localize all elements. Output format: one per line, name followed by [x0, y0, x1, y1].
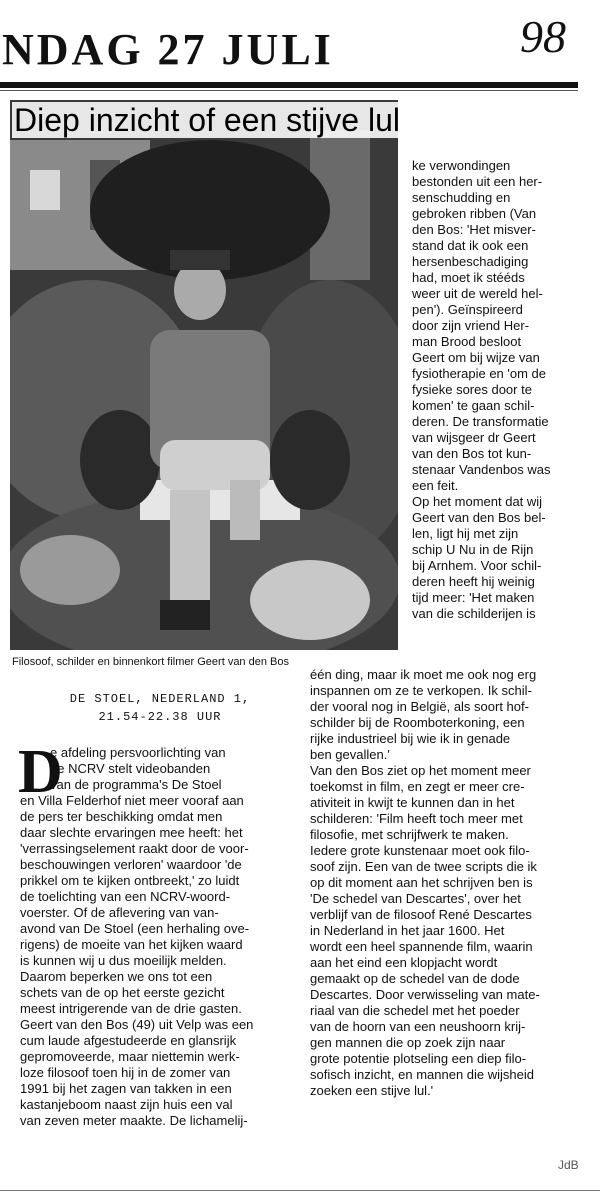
text-line: daar slechte ervaringen mee heeft: het [20, 825, 243, 840]
right-column-bottom [310, 667, 540, 1099]
text-line: den Bos: 'Het misver- [412, 222, 536, 237]
text-line: ke verwondingen [412, 158, 511, 173]
text-line: van den Bos tot kun- [412, 446, 532, 461]
drop-cap: D [18, 738, 63, 806]
text-line: der vooral nog in België, als soort hof- [310, 699, 529, 714]
text-line: Descartes. Door verwisseling van mate- [310, 987, 540, 1002]
text-line: hersenbeschadiging [412, 254, 529, 269]
text-line: Geert om bij wijze van [412, 350, 540, 365]
text-line: de pers ter beschikking omdat men [20, 809, 223, 824]
text-line: komen' te gaan schil- [412, 398, 535, 413]
text-line: cum laude afgestudeerde en glansrijk [20, 1033, 237, 1048]
text-line: bestonden uit een her- [412, 174, 543, 189]
text-line: fysiotherapie en 'om de [412, 366, 547, 381]
handwritten-page-number: 98 [520, 11, 566, 62]
text-line: aan het eind een klopjacht wordt [310, 955, 498, 970]
text-line: senschudding en [412, 190, 511, 205]
text-line: schilderen: 'Film heeft toch meer met [310, 811, 523, 826]
text-line: van zeven meter maakte. De lichamelij- [20, 1113, 248, 1128]
text-line: zoeken een stijve lul.' [310, 1083, 434, 1098]
text-line: weer uit de wereld hel- [412, 286, 543, 301]
text-line: filosofie, met schrijfwerk te maken. [310, 827, 509, 842]
text-line: Geert van den Bos (49) uit Velp was een [20, 1017, 254, 1032]
text-line: ben gevallen.' [310, 747, 390, 762]
text-line: gepromoveerde, maar niettemin werk- [20, 1049, 240, 1064]
text-line: Op het moment dat wij [412, 494, 543, 509]
text-line: riaal van die schedel met het poeder [310, 1003, 520, 1018]
text-line: 'verrassingselement raakt door de voor- [20, 841, 249, 856]
text-line: Iedere grote kunstenaar moet ook filo- [310, 843, 530, 858]
text-line: tijd meer: 'Het maken [412, 590, 535, 605]
broadcast-info [30, 690, 290, 726]
text-line: van de programma's De Stoel [50, 777, 222, 792]
broadcast-time: 21.54-22.38 UUR [98, 710, 222, 724]
bottom-rule [0, 1190, 600, 1191]
text-line: e afdeling persvoorlichting van [50, 745, 226, 760]
text-line: pen'). Geïnspireerd [412, 302, 523, 317]
text-line: grote potentie plotseling een diep filo- [310, 1051, 527, 1066]
text-line: een feit. [412, 478, 459, 493]
text-line: avond van De Stoel (een herhaling ove- [20, 921, 250, 936]
masthead-date: NDAG 27 JULI [2, 25, 334, 74]
text-line: door zijn vriend Her- [412, 318, 530, 333]
text-line: van wijsgeer dr Geert [412, 430, 536, 445]
header-rule-thin [0, 90, 578, 91]
text-line: bij Arnhem. Voor schil- [412, 558, 542, 573]
text-line: de toelichting van een NCRV-woord- [20, 889, 231, 904]
author-initials: JdB [558, 1158, 579, 1172]
text-line: meest intrigerende van de drie gasten. [20, 1001, 242, 1016]
text-line: in Nederland in het jaar 1600. Het [310, 923, 505, 938]
text-line: soof zijn. Een van de twee scripts die ik [310, 859, 537, 874]
text-line: had, moet ik stééds [412, 270, 525, 285]
text-line: 1991 bij het zagen van takken in een [20, 1081, 232, 1096]
text-line: deren. De transformatie [412, 414, 549, 429]
text-line: beschouwingen verloren' waardoor 'de [20, 857, 242, 872]
text-line: Geert van den Bos bel- [412, 510, 546, 525]
text-line: rijke industrieel bij wie ik in genade [310, 731, 511, 746]
text-line: is kunnen wij u dus moeilijk melden. [20, 953, 227, 968]
photo-illustration [10, 100, 398, 650]
text-line: Van den Bos ziet op het moment meer [310, 763, 531, 778]
text-line: schilder bij de Roomboterkoning, een [310, 715, 525, 730]
text-line: één ding, maar ik moet me ook nog erg [310, 667, 537, 682]
header-rule [0, 82, 578, 88]
text-line: toekomst in film, en zegt er meer cre- [310, 779, 525, 794]
text-line: van de hoorn van een neushoorn krij- [310, 1019, 526, 1034]
text-line: wordt een heel spannende film, waarin [310, 939, 533, 954]
text-line: gebroken ribben (Van [412, 206, 537, 221]
text-line: loze filosoof toen hij in de zomer van [20, 1065, 231, 1080]
text-line: schets van de op het eerste gezicht [20, 985, 225, 1000]
broadcast-channel: DE STOEL, NEDERLAND 1, [69, 692, 251, 706]
text-line: van die schilderijen is [412, 606, 536, 621]
text-line: man Brood besloot [412, 334, 522, 349]
text-line: gemaakt op de schedel van de dode [310, 971, 520, 986]
text-line: len, ligt hij met zijn [412, 526, 519, 541]
text-line: op dit moment aan het schrijven ben is [310, 875, 533, 890]
text-line: sofisch inzicht, en mannen die wijsheid [310, 1067, 535, 1082]
text-line: ativiteit in kwijt te kunnen dan in het [310, 795, 515, 810]
photo-caption: Filosoof, schilder en binnenkort filmer Geert van den Bos [12, 656, 289, 668]
text-line: verblijf van de filosoof René Descartes [310, 907, 532, 922]
text-line: stand dat ik ook een [412, 238, 529, 253]
text-line: gen mannen die op zoek zijn naar [310, 1035, 506, 1050]
text-line: kastanjeboom naast zijn huis een val [20, 1097, 233, 1112]
text-line: de NCRV stelt videobanden [50, 761, 211, 776]
text-line: fysieke sores door te [412, 382, 532, 397]
right-column-top [412, 158, 551, 622]
text-line: en Villa Felderhof niet meer vooraf aan [20, 793, 244, 808]
text-line: schip U Nu in de Rijn [412, 542, 534, 557]
text-line: rigens) de moeite van het kijken waard [20, 937, 243, 952]
text-line: stenaar Vandenbos was [412, 462, 551, 477]
article-photo [10, 100, 398, 650]
text-line: inspannen om ze te verkopen. Ik schil- [310, 683, 532, 698]
left-column [18, 738, 254, 1129]
text-line: 'De schedel van Descartes', over het [310, 891, 521, 906]
text-line: prikkel om te kijken ontbreekt,' zo luidt [20, 873, 240, 888]
text-line: Daarom beperken we ons tot een [20, 969, 213, 984]
text-line: voerster. Of de aflevering van van- [20, 905, 219, 920]
text-line: deren heeft hij weinig [412, 574, 535, 589]
article-headline: Diep inzicht of een stijve lul [14, 102, 400, 138]
